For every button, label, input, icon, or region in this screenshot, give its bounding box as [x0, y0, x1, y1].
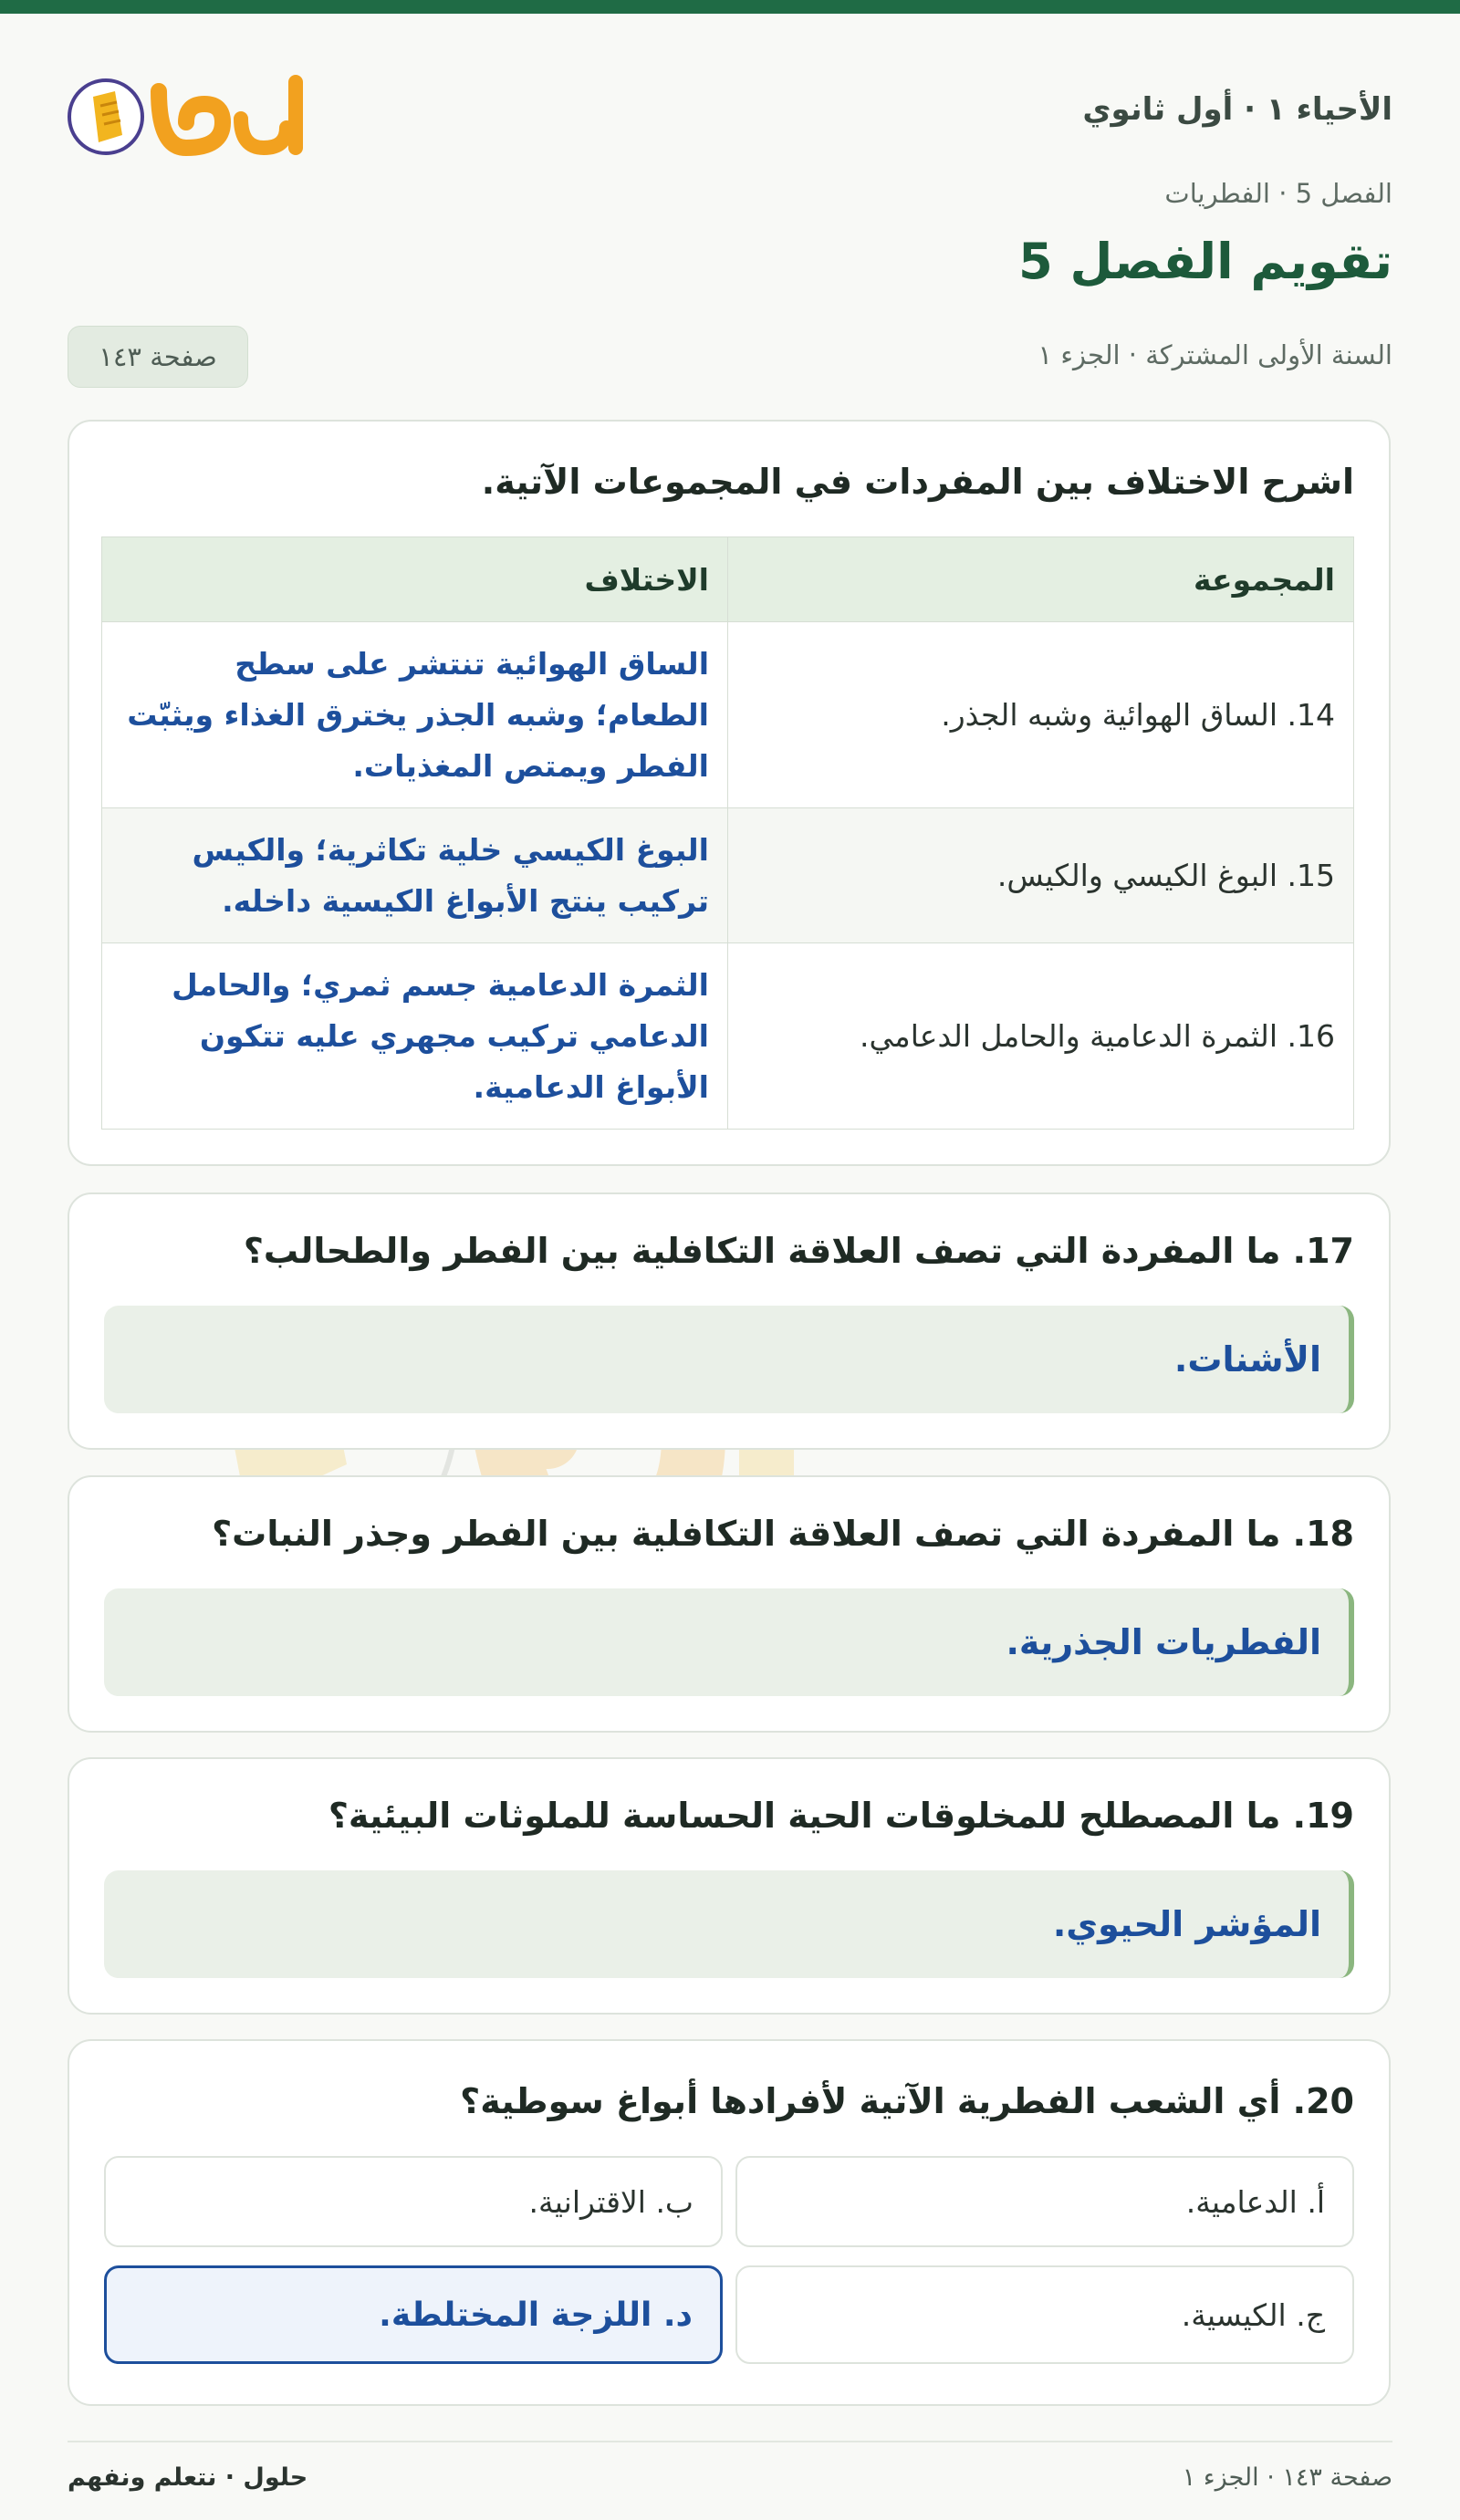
question-text: 18. ما المفردة التي تصف العلاقة التكافلية بين الفطر وجذر النبات؟	[212, 1514, 1354, 1554]
hulul-logo-icon[interactable]	[68, 64, 314, 164]
table-row	[102, 808, 1354, 943]
page-title: تقويم الفصل 5	[1018, 233, 1392, 290]
footer-divider	[68, 2441, 1392, 2442]
answer-cell: الساق الهوائية تنتشر على سطح الطعام؛ وشبه الجذر يخترق الغذاء ويثبّت الفطر ويمتص المغذيات.	[102, 622, 728, 808]
breadcrumb-top[interactable]: الأحياء ١ · أول ثانوي	[1082, 91, 1392, 128]
course-meta: السنة الأولى المشتركة · الجزء ١	[1038, 339, 1392, 370]
question-card-19	[68, 1757, 1391, 2015]
footer-page-info: صفحة ١٤٣ · الجزء ١	[1182, 2463, 1392, 2492]
group-cell: 14. الساق الهوائية وشبه الجذر.	[728, 622, 1354, 808]
option-d-selected[interactable]: د. اللزجة المختلطة.	[104, 2265, 723, 2364]
table-row	[102, 943, 1354, 1130]
question-text: 17. ما المفردة التي تصف العلاقة التكافلية بين الفطر والطحالب؟	[243, 1231, 1354, 1271]
group-cell: 16. الثمرة الدعامية والحامل الدعامي.	[728, 943, 1354, 1130]
column-header-difference: الاختلاف	[102, 537, 728, 622]
group-cell: 15. البوغ الكيسي والكيس.	[728, 808, 1354, 943]
question-card-20	[68, 2039, 1391, 2406]
question-text: 19. ما المصطلح للمخلوقات الحية الحساسة للملوثات البيئية؟	[328, 1796, 1354, 1836]
section-breadcrumb[interactable]: الفصل 5 · الفطريات	[1164, 178, 1392, 209]
answer-box: الأشنات.	[104, 1306, 1354, 1413]
page-number-badge: صفحة ١٤٣	[68, 326, 248, 388]
differences-table	[101, 536, 1354, 1130]
footer-brand: حلول · نتعلم ونفهم	[68, 2463, 308, 2492]
question-text: 20. أي الشعب الفطرية الآتية لأفرادها أبواغ سوطية؟	[460, 2081, 1354, 2121]
option-b[interactable]: ب. الاقترانية.	[104, 2156, 723, 2247]
answer-cell: البوغ الكيسي خلية تكاثرية؛ والكيس تركيب ينتج الأبواغ الكيسية داخله.	[102, 808, 728, 943]
top-accent-bar	[0, 0, 1460, 14]
table-header-row	[102, 537, 1354, 622]
option-c[interactable]: ج. الكيسية.	[735, 2265, 1354, 2364]
header	[68, 64, 1392, 164]
page	[0, 14, 1460, 2520]
column-header-group: المجموعة	[728, 537, 1354, 622]
question-card-18	[68, 1475, 1391, 1733]
question-prompt: اشرح الاختلاف بين المفردات في المجموعات الآتية.	[481, 462, 1354, 502]
answer-box: المؤشر الحيوي.	[104, 1870, 1354, 1978]
table-row	[102, 622, 1354, 808]
answer-cell: الثمرة الدعامية جسم ثمري؛ والحامل الدعامي تركيب مجهري عليه تتكون الأبواغ الدعامية.	[102, 943, 728, 1130]
question-card-17	[68, 1192, 1391, 1450]
vocabulary-table-card	[68, 420, 1391, 1166]
option-a[interactable]: أ. الدعامية.	[735, 2156, 1354, 2247]
answer-box: الفطريات الجذرية.	[104, 1588, 1354, 1696]
